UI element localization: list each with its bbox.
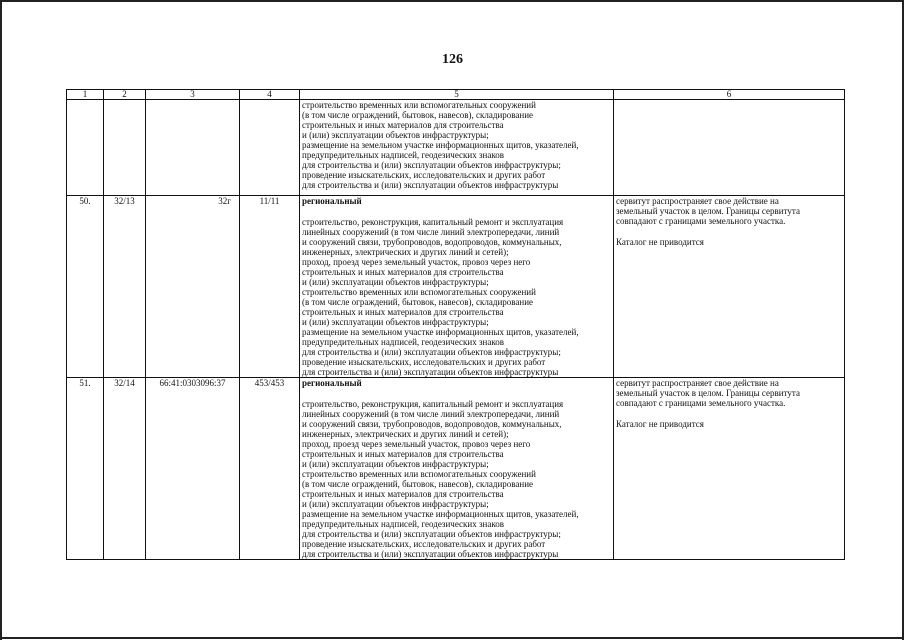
continuation-row bbox=[67, 100, 845, 196]
spacer bbox=[302, 388, 611, 399]
purpose-line: и (или) эксплуатации объектов инфраструктуры; bbox=[302, 499, 489, 509]
purpose-line: линейных сооружений (в том числе линий электропередачи, линий bbox=[302, 409, 560, 419]
table-row bbox=[67, 196, 845, 378]
header-col-4: 4 bbox=[240, 90, 300, 100]
servitude-type: региональный bbox=[302, 378, 362, 388]
scan-border-left bbox=[0, 0, 2, 640]
purpose-line: предупредительных надписей, геодезических знаков bbox=[302, 519, 505, 529]
note-line: сервитут распространяет свое действие на bbox=[616, 196, 779, 206]
purpose-line: строительство временных или вспомогательных сооружений bbox=[302, 100, 536, 110]
spacer bbox=[616, 226, 842, 237]
row-note bbox=[614, 378, 845, 560]
purpose-line: строительных и иных материалов для строительства bbox=[302, 449, 504, 459]
row-col-4: 11/11 bbox=[240, 196, 300, 378]
note-line: земельный участок в целом. Границы сервитута bbox=[616, 206, 800, 216]
header-col-1: 1 bbox=[67, 90, 104, 100]
catalog-note: Каталог не приводится bbox=[616, 237, 704, 247]
purpose-line: строительных и иных материалов для строительства bbox=[302, 120, 504, 130]
purpose-line: для строительства и (или) эксплуатации объектов инфраструктуры bbox=[302, 367, 559, 377]
purpose-line: проход, проезд через земельный участок, провоз через него bbox=[302, 257, 531, 267]
purpose-line: для строительства и (или) эксплуатации объектов инфраструктуры; bbox=[302, 347, 561, 357]
purpose-line: предупредительных надписей, геодезических знаков bbox=[302, 150, 505, 160]
purpose-line: для строительства и (или) эксплуатации объектов инфраструктуры bbox=[302, 549, 559, 559]
continuation-col-1 bbox=[67, 100, 104, 196]
purpose-line: проход, проезд через земельный участок, провоз через него bbox=[302, 439, 531, 449]
purpose-line: для строительства и (или) эксплуатации объектов инфраструктуры bbox=[302, 180, 559, 190]
purpose-line: строительство, реконструкция, капитальный ремонт и эксплуатация bbox=[302, 399, 564, 409]
note-line: совпадают с границами земельного участка. bbox=[616, 398, 786, 408]
purpose-line: размещение на земельном участке информационных щитов, указателей, bbox=[302, 509, 579, 519]
purpose-line: строительство, реконструкция, капитальный ремонт и эксплуатация bbox=[302, 217, 564, 227]
row-col-3: 32г bbox=[146, 196, 240, 378]
row-col-4: 453/453 bbox=[240, 378, 300, 560]
continuation-col-3 bbox=[146, 100, 240, 196]
purpose-line: строительных и иных материалов для строительства bbox=[302, 489, 504, 499]
header-col-3: 3 bbox=[146, 90, 240, 100]
purpose-line: инженерных, электрических и других линий и сетей); bbox=[302, 247, 509, 257]
header-col-6: 6 bbox=[614, 90, 845, 100]
purpose-line: проведение изыскательских, исследовательских и других работ bbox=[302, 170, 546, 180]
page-number: 126 bbox=[442, 52, 463, 67]
purpose-line: строительных и иных материалов для строительства bbox=[302, 307, 504, 317]
continuation-col-2 bbox=[104, 100, 146, 196]
header-col-2: 2 bbox=[104, 90, 146, 100]
catalog-note: Каталог не приводится bbox=[616, 419, 704, 429]
scan-border-top bbox=[0, 0, 903, 2]
row-col-2: 32/13 bbox=[104, 196, 146, 378]
purpose-line: (в том числе ограждений, бытовок, навесов), складирование bbox=[302, 110, 534, 120]
note-line: сервитут распространяет свое действие на bbox=[616, 378, 779, 388]
continuation-col-6 bbox=[614, 100, 845, 196]
spacer bbox=[616, 408, 842, 419]
servitude-table bbox=[66, 89, 845, 560]
spacer bbox=[302, 206, 611, 217]
purpose-line: строительство временных или вспомогательных сооружений bbox=[302, 287, 536, 297]
purpose-line: линейных сооружений (в том числе линий электропередачи, линий bbox=[302, 227, 560, 237]
purpose-line: проведение изыскательских, исследовательских и других работ bbox=[302, 539, 546, 549]
row-col-3: 66:41:0303096:37 bbox=[146, 378, 240, 560]
continuation-col-4 bbox=[240, 100, 300, 196]
row-purpose bbox=[300, 196, 614, 378]
purpose-line: для строительства и (или) эксплуатации объектов инфраструктуры; bbox=[302, 160, 561, 170]
table-row bbox=[67, 378, 845, 560]
purpose-line: и (или) эксплуатации объектов инфраструктуры; bbox=[302, 130, 489, 140]
servitude-type: региональный bbox=[302, 196, 362, 206]
purpose-line: и сооружений связи, трубопроводов, водопроводов, коммунальных, bbox=[302, 237, 562, 247]
purpose-line: инженерных, электрических и других линий и сетей); bbox=[302, 429, 509, 439]
purpose-line: и (или) эксплуатации объектов инфраструктуры; bbox=[302, 317, 489, 327]
purpose-line: строительство временных или вспомогательных сооружений bbox=[302, 469, 536, 479]
header-row bbox=[67, 90, 845, 100]
row-note bbox=[614, 196, 845, 378]
row-purpose bbox=[300, 378, 614, 560]
scan-border-bottom bbox=[0, 637, 903, 639]
scan-border-right bbox=[902, 0, 904, 640]
purpose-line: размещение на земельном участке информационных щитов, указателей, bbox=[302, 140, 579, 150]
header-col-5: 5 bbox=[300, 90, 614, 100]
purpose-line: размещение на земельном участке информационных щитов, указателей, bbox=[302, 327, 579, 337]
note-line: совпадают с границами земельного участка. bbox=[616, 216, 786, 226]
purpose-line: проведение изыскательских, исследовательских и других работ bbox=[302, 357, 546, 367]
continuation-purpose bbox=[300, 100, 614, 196]
purpose-line: для строительства и (или) эксплуатации объектов инфраструктуры; bbox=[302, 529, 561, 539]
row-number: 50. bbox=[67, 196, 104, 378]
row-number: 51. bbox=[67, 378, 104, 560]
purpose-line: и (или) эксплуатации объектов инфраструктуры; bbox=[302, 459, 489, 469]
purpose-line: предупредительных надписей, геодезических знаков bbox=[302, 337, 505, 347]
row-col-2: 32/14 bbox=[104, 378, 146, 560]
purpose-line: и сооружений связи, трубопроводов, водопроводов, коммунальных, bbox=[302, 419, 562, 429]
purpose-line: (в том числе ограждений, бытовок, навесов), складирование bbox=[302, 297, 534, 307]
note-line: земельный участок в целом. Границы сервитута bbox=[616, 388, 800, 398]
purpose-line: (в том числе ограждений, бытовок, навесов), складирование bbox=[302, 479, 534, 489]
purpose-line: и (или) эксплуатации объектов инфраструктуры; bbox=[302, 277, 489, 287]
purpose-line: строительных и иных материалов для строительства bbox=[302, 267, 504, 277]
